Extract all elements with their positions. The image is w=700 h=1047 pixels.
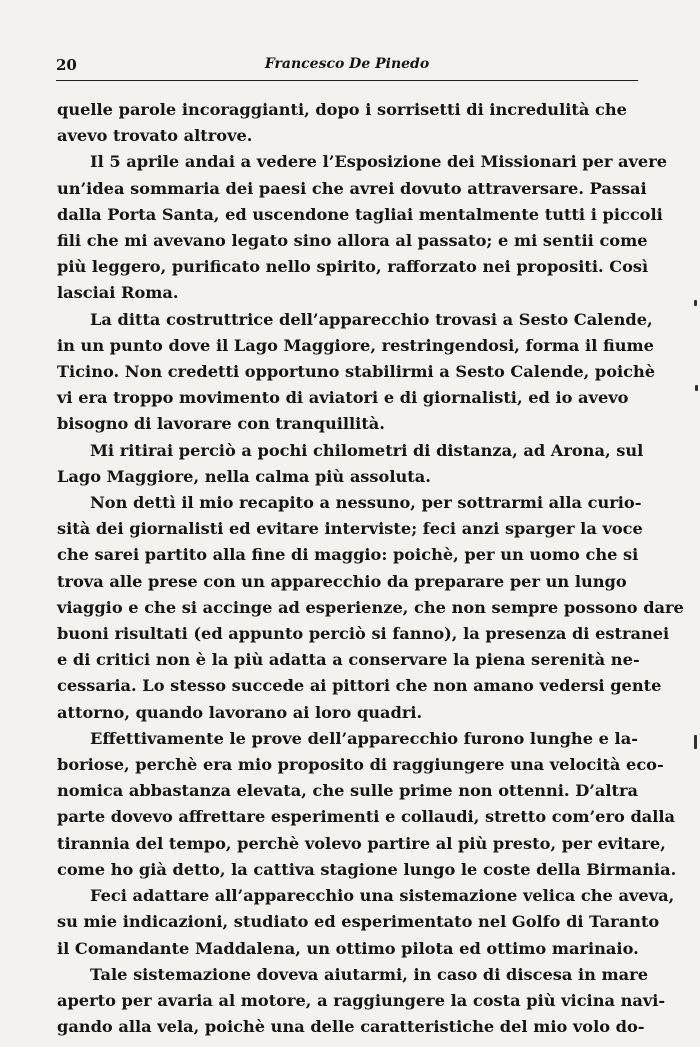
text-line: fili che mi avevano legato sino allora al passato; e mi sentii come xyxy=(57,231,648,251)
text-line: su mie indicazioni, studiato ed esperimentato nel Golfo di Taranto xyxy=(57,912,660,932)
text-line: e di critici non è la più adatta a conservare la piena serenità ne- xyxy=(57,650,640,670)
text-line: quelle parole incoraggianti, dopo i sorrisetti di incredulità che xyxy=(57,100,627,119)
scan-speck xyxy=(694,300,697,306)
text-line: boriose, perchè era mio proposito di raggiungere una velocità eco- xyxy=(57,755,664,775)
text-line: gando alla vela, poichè una delle caratteristiche del mio volo do- xyxy=(57,1017,645,1037)
text-line: Feci adattare all’apparecchio una sistemazione velica che aveva, xyxy=(90,886,675,906)
text-line: lasciai Roma. xyxy=(57,283,179,303)
text-line: buoni risultati (ed appunto perciò si fanno), la presenza di estranei xyxy=(57,624,670,644)
text-line: nomica abbastanza elevata, che sulle prime non ottenni. D’altra xyxy=(57,781,639,801)
page-number: 20 xyxy=(56,56,77,74)
text-line: bisogno di lavorare con tranquillità. xyxy=(57,414,385,434)
text-line: avevo trovato altrove. xyxy=(57,126,253,146)
running-head: Francesco De Pinedo xyxy=(264,56,430,72)
text-line: attorno, quando lavorano ai loro quadri. xyxy=(57,702,423,722)
text-line: La ditta costruttrice dell’apparecchio trovasi a Sesto Calende, xyxy=(90,309,653,329)
scan-speck xyxy=(694,735,697,749)
scan-speck xyxy=(695,385,698,391)
text-line: il Comandante Maddalena, un ottimo pilota ed ottimo marinaio. xyxy=(57,938,639,958)
text-line: viaggio e che si accinge ad esperienze, che non sempre possono dare xyxy=(57,597,684,617)
text-line: Effettivamente le prove dell’apparecchio furono lunghe e la- xyxy=(90,728,638,748)
text-line: come ho già detto, la cattiva stagione lungo le coste della Birmania. xyxy=(57,859,677,879)
text-line: Lago Maggiore, nella calma più assoluta. xyxy=(57,466,431,486)
text-line: che sarei partito alla fine di maggio: poichè, per un uomo che si xyxy=(57,545,639,565)
body-text xyxy=(57,97,684,1040)
header-rule xyxy=(56,80,638,81)
text-line: Il 5 aprile andai a vedere l’Esposizione dei Missionari per avere xyxy=(90,152,668,172)
text-line: Tale sistemazione doveva aiutarmi, in caso di discesa in mare xyxy=(90,964,649,984)
page-header xyxy=(56,56,638,80)
text-line: tirannia del tempo, perchè volevo partire al più presto, per evitare, xyxy=(57,833,666,853)
text-line: Mi ritirai perciò a pochi chilometri di distanza, ad Arona, sul xyxy=(90,440,644,460)
text-line: aperto per avaria al motore, a raggiungere la costa più vicina navi- xyxy=(57,990,666,1010)
text-line: trova alle prese con un apparecchio da preparare per un lungo xyxy=(57,571,627,591)
text-line: in un punto dove il Lago Maggiore, restringendosi, forma il fiume xyxy=(57,335,654,355)
text-line: dalla Porta Santa, ed uscendone tagliai mentalmente tutti i piccoli xyxy=(57,204,663,224)
text-line: sità dei giornalisti ed evitare interviste; feci anzi sparger la voce xyxy=(57,519,643,539)
text-line: vi era troppo movimento di aviatori e di giornalisti, ed io avevo xyxy=(57,388,629,408)
text-line: Ticino. Non credetti opportuno stabilirmi a Sesto Calende, poichè xyxy=(57,362,656,382)
text-line: parte dovevo affrettare esperimenti e collaudi, stretto com’ero dalla xyxy=(57,807,676,827)
text-line: un’idea sommaria dei paesi che avrei dovuto attraversare. Passai xyxy=(57,178,647,198)
text-line: cessaria. Lo stesso succede ai pittori che non amano vedersi gente xyxy=(57,676,662,696)
text-line: Non dettì il mio recapito a nessuno, per sottrarmi alla curio- xyxy=(90,493,642,513)
text-line: più leggero, purificato nello spirito, rafforzato nei propositi. Così xyxy=(57,257,649,277)
